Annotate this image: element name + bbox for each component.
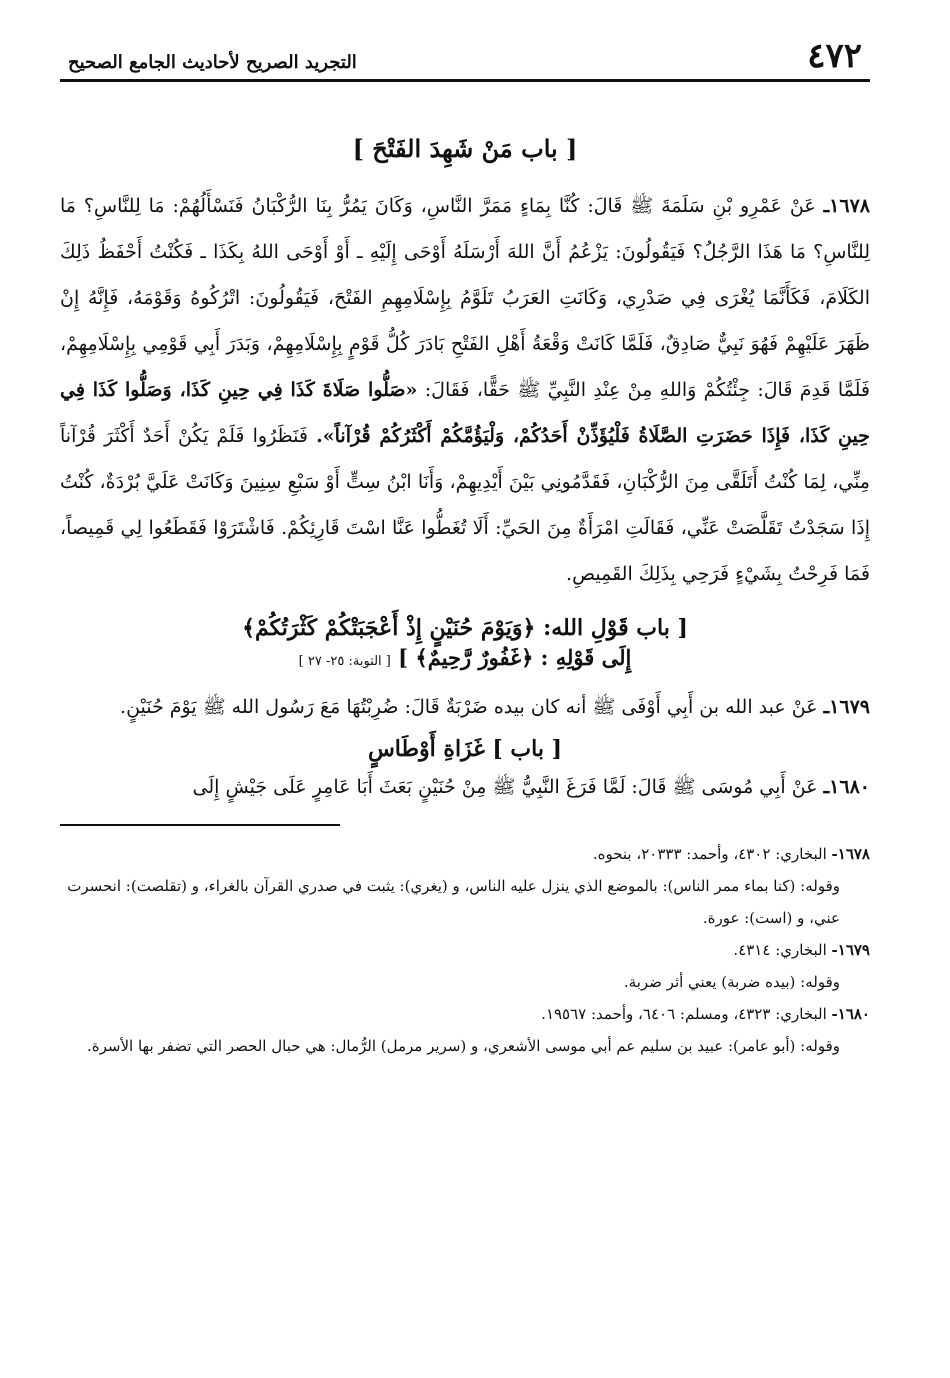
hadith-1679 bbox=[60, 684, 870, 730]
verse-end: إِلَى قَوْلِهِ : ﴿غَفُورٌ رَّحِيمٌ﴾ ] bbox=[398, 645, 632, 670]
footnote-text: البخاري: ٤٣٢٣، ومسلم: ٦٤٠٦، وأحمد: ١٩٥٦٧. bbox=[541, 1005, 827, 1023]
hadith-number: ١٦٨٠ـ bbox=[823, 776, 870, 798]
verse-reference: [ التوبة: ٢٥- ٢٧ ] bbox=[298, 654, 391, 669]
hadith-text: عَنْ عَمْرِو بْنِ سَلَمَةَ ﷺ قَالَ: كُنَّا بِمَاءٍ مَمَرَّ النَّاسِ، وَكَانَ يَمُرُّ بِنَا الرُّكْبَانُ فَنَسْأَلُهُمْ: مَا لِلنَّاسِ؟ مَا لِلنَّاسِ؟ مَا هَذَا الرَّجُلُ؟ فَيَقُولُونَ: يَزْعُمُ أَنَّ اللهَ أَرْسَلَهُ أَوْحَى إِلَيْهِ ـ أَوْ أَوْحَى اللهُ بِكَذَا ـ فَكُنْتُ أَحْفَظُ ذَلِكَ الكَلَامَ، فَكَأَنَّمَا يُغْرَى فِي صَدْرِي، وَكَانَتِ العَرَبُ تَلَوَّمُ بِإِسْلَامِهِمِ الفَتْحَ، فَيَقُولُونَ: اتْرُكُوهُ وَقَوْمَهُ، فَإِنَّهُ إِنْ ظَهَرَ عَلَيْهِمْ فَهُوَ نَبِيٌّ صَادِقٌ، فَلَمَّا كَانَتْ وَقْعَةُ أَهْلِ الفَتْحِ بَادَرَ كُلُّ قَوْمٍ بِإِسْلَامِهِمْ، وَبَدَرَ أَبِي قَوْمِي بِإِسْلَامِهِمْ، فَلَمَّا قَدِمَ قَالَ: جِئْتُكُمْ وَاللهِ مِنْ عِنْدِ النَّبِيِّ ﷺ حَقًّا، فَقَالَ: bbox=[60, 195, 871, 401]
chapter-title-hunayn: [ باب قَوْلِ الله: ﴿وَيَوْمَ حُنَيْنٍ إِذْ أَعْجَبَتْكُمْ كَثْرَتُكُمْ﴾ bbox=[242, 615, 688, 641]
footnote-text: البخاري: ٤٣٠٢، وأحمد: ٢٠٣٣٣، بنحوه. bbox=[592, 845, 827, 863]
page-header bbox=[60, 30, 870, 82]
hadith-number: ١٦٧٩ـ bbox=[823, 696, 870, 718]
hadith-text: عَنْ أَبِي مُوسَى ﷺ قَالَ: لَمَّا فَرَغَ النَّبِيُّ ﷺ مِنْ حُنَيْنٍ بَعَثَ أَبَا عَامِرٍ عَلَى جَيْشٍ إِلَى bbox=[192, 776, 818, 798]
footnote-text: البخاري: ٤٣١٤. bbox=[733, 941, 827, 959]
hadith-number: ١٦٧٨ـ bbox=[823, 195, 870, 217]
page-number: ٤٧٢ bbox=[807, 36, 862, 76]
footnote bbox=[60, 838, 870, 870]
chapter-title-awtas: [ باب ] غَزَاةِ أَوْطَاسٍ bbox=[367, 736, 563, 762]
hadith-quote: «صَلُّوا صَلَاةَ كَذَا فِي حِينِ كَذَا، وَصَلُّوا كَذَا فِي حِينِ كَذَا، فَإِذَا حَضَرَتِ الصَّلَاةُ فَلْيُؤَذِّنْ أَحَدُكُمْ، وَلْيَؤُمَّكُمْ أَكْثَرُكُمْ قُرْآناً». bbox=[60, 379, 870, 447]
footnote bbox=[60, 1030, 870, 1062]
footnote-text: وقوله: (أبو عامر): عبيد بن سليم عم أبي موسى الأشعري، و (سرير مرمل) الرُّمال: هي حبال الحصر التي تضفر بها الأسرة. bbox=[87, 1037, 840, 1055]
hadith-text-continued: فَنَظَرُوا فَلَمْ يَكُنْ أَحَدٌ أَكْثَرَ قُرْآناً مِنِّي، لِمَا كُنْتُ أَتَلَقَّى مِنَ الرُّكْبَانِ، فَقَدَّمُونِي بَيْنَ أَيْدِيهِمْ، وَأَنَا ابْنُ سِتٍّ أَوْ سَبْعِ سِنِينَ وَكَانَتْ عَلَيَّ بُرْدَةٌ، كُنْتُ إِذَا سَجَدْتُ تَقَلَّصَتْ عَنِّي، فَقَالَتِ امْرَأَةٌ مِنَ الحَيِّ: أَلَا تُغَطُّوا عَنَّا اسْتَ قَارِئِكُمْ. فَاشْتَرَوْا فَقَطَعُوا لِي قَمِيصاً، فَمَا فَرِحْتُ بِشَيْءٍ فَرَحِي بِذَلِكَ القَمِيصِ. bbox=[60, 425, 870, 585]
hadith-1680 bbox=[60, 764, 870, 810]
footnote bbox=[60, 998, 870, 1030]
footnote-text: وقوله: (بيده ضربة) يعني أثر ضربة. bbox=[623, 973, 840, 991]
chapter-title-hunayn-end bbox=[60, 645, 870, 670]
book-page bbox=[60, 30, 870, 1350]
hadith-1678 bbox=[60, 183, 870, 597]
hadith-text: عَنْ عبد الله بن أَبِي أَوْفَى ﷺ أنه كان بيده ضَرْبَةٌ قَالَ: ضُرِبْتُهَا مَعَ رَسُول الله ﷺ يَوْمَ حُنَيْنٍ. bbox=[120, 696, 818, 718]
footnotes bbox=[60, 838, 870, 1062]
footnote bbox=[60, 934, 870, 966]
footnote-text: وقوله: (كنا بماء ممر الناس): بالموضع الذي ينزل عليه الناس، و (يغري): يثبت في صدري القرآن بالغراء، و (تقلصت): انحسرت عني، و (است): عورة. bbox=[67, 877, 840, 927]
footnote-number: ١٦٧٩- bbox=[831, 941, 870, 959]
chapter-title-conquest: [ باب مَنْ شَهِدَ الفَتْحَ ] bbox=[352, 134, 578, 163]
footnote bbox=[60, 870, 870, 934]
footnote-separator bbox=[60, 824, 340, 826]
footnote-number: ١٦٧٨- bbox=[831, 845, 870, 863]
footnote bbox=[60, 966, 870, 998]
footnote-number: ١٦٨٠- bbox=[831, 1005, 870, 1023]
running-title: التجريد الصريح لأحاديث الجامع الصحيح bbox=[68, 52, 357, 73]
